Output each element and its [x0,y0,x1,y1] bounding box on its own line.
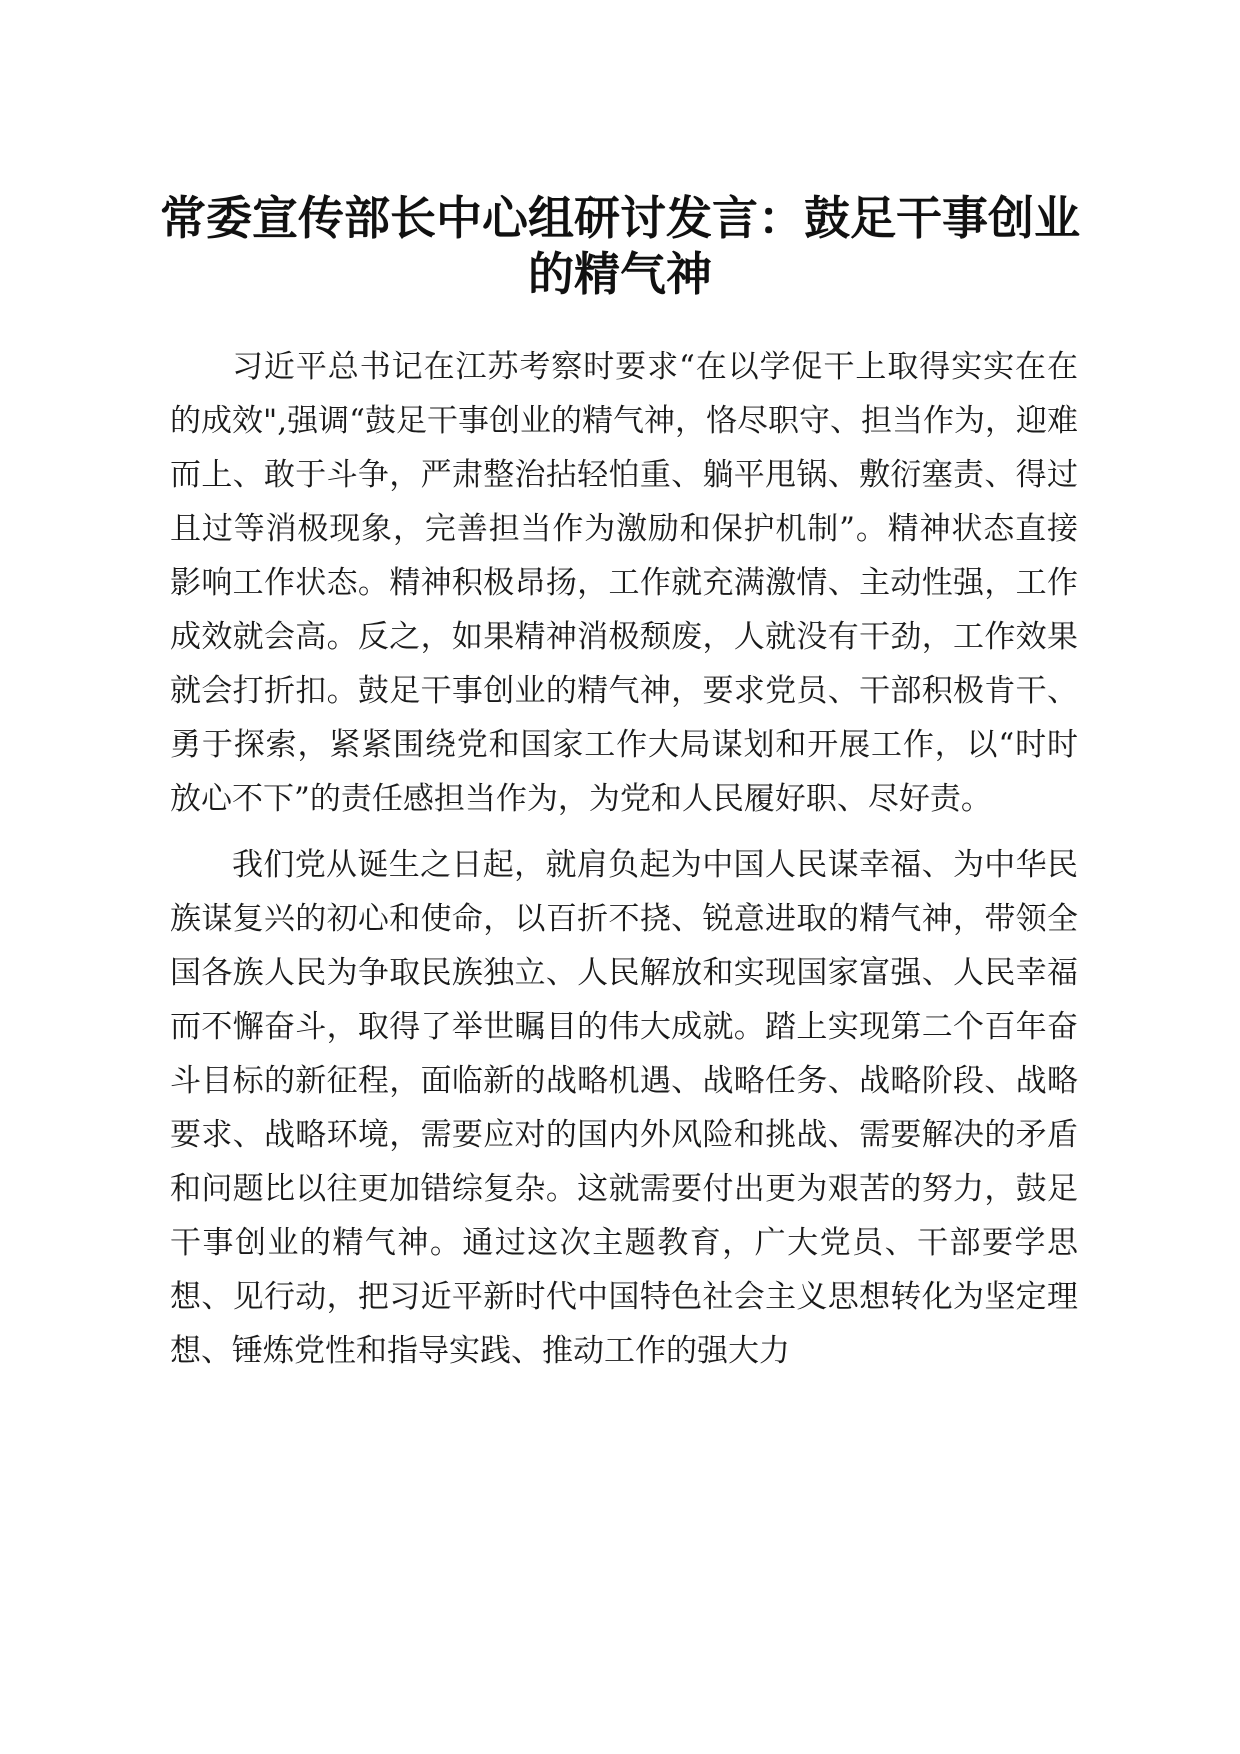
document-title: 常委宣传部长中心组研讨发言：鼓足干事创业的精气神 [160,191,1080,301]
paragraph-1: 习近平总书记在江苏考察时要求“在以学促干上取得实实在在的成效",强调“鼓足干事创业的精气神，恪尽职守、担当作为，迎难而上、敢于斗争，严肃整治拈轻怕重、躺平甩锅、敷衍塞责、得过且过等消极现象，完善担当作为激励和保护机制”。精神状态直接影响工作状态。精神积极昂扬，工作就充满激情、主动性强，工作成效就会高。反之，如果精神消极颓废，人就没有干劲，工作效果就会打折扣。鼓足干事创业的精气神，要求党员、干部积极肯干、勇于探索，紧紧围绕党和国家工作大局谋划和开展工作，以“时时放心不下”的责任感担当作为，为党和人民履好职、尽好责。 [170,349,1078,817]
document-body [170,340,1078,1390]
paragraph-2: 我们党从诞生之日起，就肩负起为中国人民谋幸福、为中华民族谋复兴的初心和使命，以百折不挠、锐意进取的精气神，带领全国各族人民为争取民族独立、人民解放和实现国家富强、人民幸福而不懈奋斗，取得了举世瞩目的伟大成就。踏上实现第二个百年奋斗目标的新征程，面临新的战略机遇、战略任务、战略阶段、战略要求、战略环境，需要应对的国内外风险和挑战、需要解决的矛盾和问题比以往更加错综复杂。这就需要付出更为艰苦的努力，鼓足干事创业的精气神。通过这次主题教育，广大党员、干部要学思想、见行动，把习近平新时代中国特色社会主义思想转化为坚定理想、锤炼党性和指导实践、推动工作的强大力 [170,847,1078,1369]
